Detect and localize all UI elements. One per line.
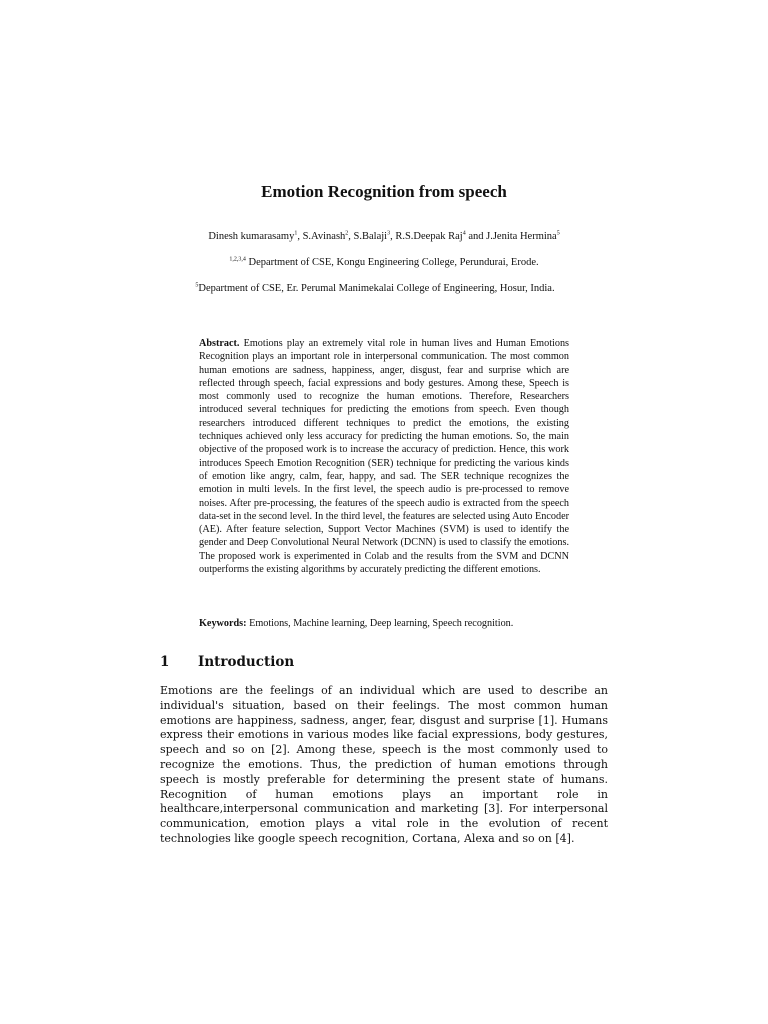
section-heading [160, 654, 294, 670]
abstract [199, 337, 569, 576]
author: Dinesh kumarasamy$^1$, [208, 230, 303, 242]
author: S.Avinash$^2$, [302, 230, 354, 242]
affiliation [0, 257, 768, 268]
affiliation-text: Department of CSE, Kongu Engineering College, Perundurai, Erode. [248, 257, 539, 268]
abstract-text: Emotions play an extremely vital role in human lives and Human Emotions Recognition plays an important role in interpersonal communication. The most common human emotions are sadness, happiness, anger, disgust, fear and surprise which are reflected through speech, facial expressions and body gestures. Among these, Speech is most commonly used to recognize the human emotions. Therefore, Researchers introduced several techniques for predicting the emotions from speech. Even though researchers introduced different techniques to predict the emotions, the existing techniques achieved only less accuracy for predicting the human emotions. So, the main objective of the proposed work is to increase the accuracy of prediction. Hence, this work introduces Speech Emotion Recognition (SER) technique for predicting the various kinds of emotion like angry, calm, fear, happy, and sad. The SER technique recognizes the emotion in multi levels. In the first level, the speech audio is pre-processed to remove noises. After pre-processing, the features of the speech audio is extracted from the speech data-set in the second level. In the third level, the features are selected using Auto Encoder (AE). After feature selection, Support Vector Machines (SVM) is used to identify the gender and Deep Convolutional Neural Network (DCNN) is used to classify the emotions. The proposed work is experimented in Colab and the results from the SVM and DCNN outperforms the existing algorithms by accurately predicting the different emotions. [199, 338, 570, 576]
abstract-label: Abstract. [199, 338, 240, 349]
affiliation-marker: 5 [195, 282, 199, 289]
keywords-text: Emotions, Machine learning, Deep learning, Speech recognition. [249, 618, 514, 629]
keywords-label: Keywords: [199, 618, 247, 629]
author-list [0, 231, 768, 242]
paper-title: Emotion Recognition from speech [261, 182, 507, 201]
section-number: 1 [160, 654, 170, 670]
author: J.Jenita Hermina$^5$ [486, 230, 560, 242]
author: S.Balaji$^3$, [353, 230, 396, 242]
affiliation-text: Department of CSE, Er. Perumal Manimekalai College of Engineering, Hosur, India. [198, 283, 555, 294]
affiliation [0, 283, 750, 294]
author: R.S.Deepak Raj$^4$ and [395, 230, 487, 242]
keywords [199, 617, 569, 630]
introduction-paragraph: Emotions are the feelings of an individual which are used to describe an individual's situation, based on their feelings. The most common human emotions are happiness, sadness, anger, fear, disgust and surprise [1]. Humans express their emotions in various modes like facial expressions, body gestures, speech and so on [2]. Among these, speech is the most commonly used to recognize the emotions. Thus, the prediction of human emotions through speech is mostly preferable for determining the present state of humans. Recognition of human emotions plays an important role in healthcare,interpersonal communication and marketing [3]. For interpersonal communication, emotion plays a vital role in the evolution of recent technologies like google speech recognition, Cortana, Alexa and so on [4]. [160, 684, 608, 845]
section-title: Introduction [198, 654, 295, 670]
affiliation-marker: 1,2,3,4 [229, 256, 246, 263]
